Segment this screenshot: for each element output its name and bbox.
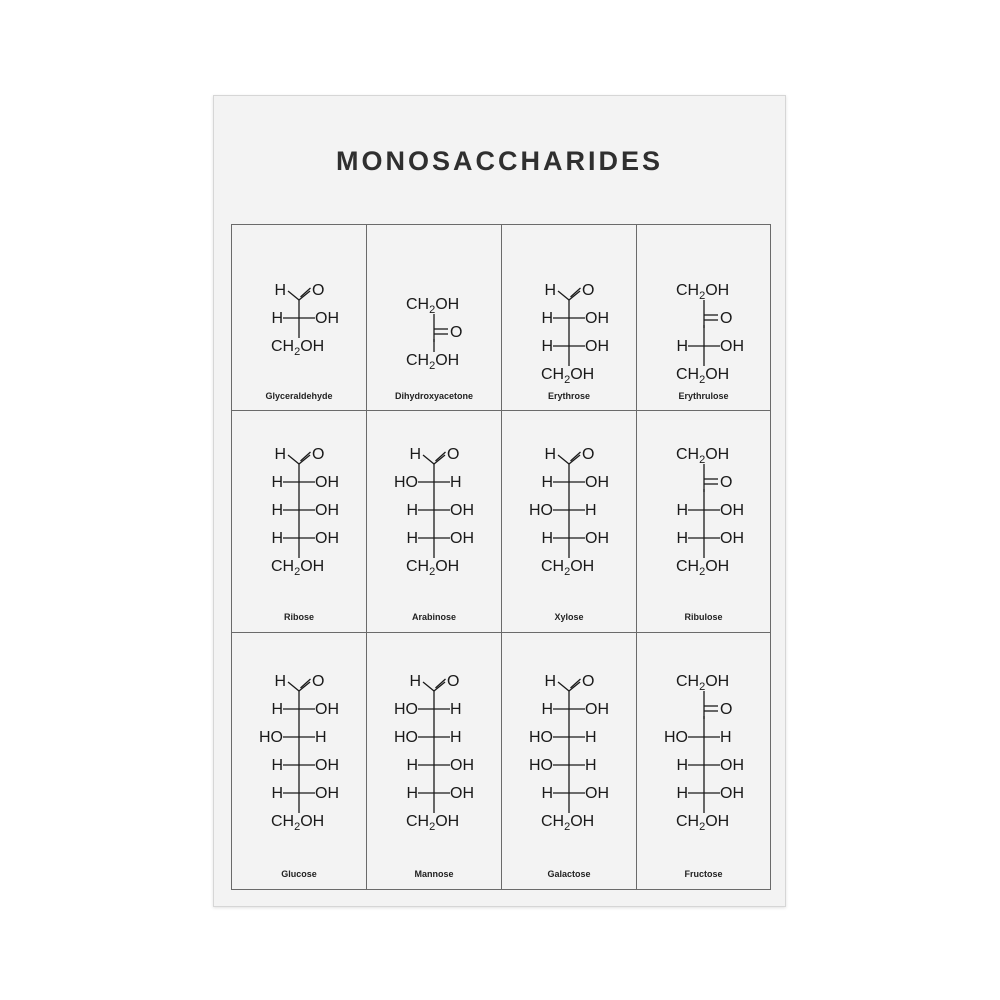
molecule-card	[636, 410, 771, 633]
substituent-right: OH	[315, 530, 339, 547]
substituent-left: HO	[529, 757, 553, 774]
ketone-o: O	[720, 701, 733, 718]
bottom-ch2oh: $CH_2OH$	[541, 558, 595, 578]
substituent-left: H	[271, 502, 283, 519]
molecule-card	[231, 224, 367, 411]
substituent-right: H	[450, 474, 462, 491]
molecule-grid	[231, 224, 771, 890]
substituent-left: HO	[529, 729, 553, 746]
molecule-name: Ribulose	[684, 612, 723, 622]
molecule-name: Dihydroxyacetone	[394, 391, 474, 401]
substituent-left: HO	[259, 729, 283, 746]
substituent-left: H	[271, 474, 283, 491]
substituent-right: OH	[450, 530, 474, 547]
molecule-card	[501, 632, 637, 890]
molecule-card	[366, 632, 502, 890]
aldehyde-o: O	[582, 282, 595, 299]
top-ch2oh: $CH_2OH$	[676, 282, 730, 302]
aldehyde-h: H	[274, 673, 286, 690]
molecule-name: Galactose	[547, 869, 591, 879]
fischer-projection	[637, 225, 770, 410]
substituent-left: H	[541, 474, 553, 491]
molecule-card	[636, 632, 771, 890]
substituent-right: OH	[315, 757, 339, 774]
substituent-left: H	[271, 757, 283, 774]
molecule-name: Xylose	[554, 612, 584, 622]
substituent-right: OH	[315, 701, 339, 718]
ketone-o: O	[720, 474, 733, 491]
fischer-projection	[232, 633, 366, 889]
bottom-ch2oh: $CH_2OH$	[541, 366, 595, 386]
ketone-o: O	[720, 310, 733, 327]
substituent-left: H	[676, 502, 688, 519]
aldehyde-o: O	[312, 282, 325, 299]
aldehyde-o: O	[447, 446, 460, 463]
top-ch2oh: $CH_2OH$	[406, 296, 460, 316]
substituent-left: H	[541, 701, 553, 718]
molecule-card	[366, 410, 502, 633]
bottom-ch2oh: $CH_2OH$	[271, 558, 325, 578]
molecule-card	[501, 410, 637, 633]
poster	[213, 95, 786, 907]
bottom-ch2oh: $CH_2OH$	[676, 813, 730, 833]
fischer-projection	[232, 225, 366, 410]
substituent-left: H	[676, 757, 688, 774]
aldehyde-h: H	[544, 446, 556, 463]
molecule-card	[636, 224, 771, 411]
molecule-card	[231, 632, 367, 890]
substituent-left: H	[271, 785, 283, 802]
molecule-name: Fructose	[684, 869, 723, 879]
aldehyde-h: H	[274, 446, 286, 463]
molecule-name: Arabinose	[411, 612, 456, 622]
fischer-projection	[367, 411, 501, 632]
substituent-left: H	[406, 757, 418, 774]
substituent-left: H	[676, 530, 688, 547]
substituent-right: OH	[585, 530, 609, 547]
substituent-right: OH	[315, 474, 339, 491]
substituent-right: H	[585, 502, 597, 519]
aldehyde-h: H	[544, 282, 556, 299]
substituent-right: OH	[720, 502, 744, 519]
substituent-right: H	[585, 757, 597, 774]
bottom-ch2oh: $CH_2OH$	[676, 558, 730, 578]
substituent-right: OH	[315, 310, 339, 327]
substituent-left: H	[406, 530, 418, 547]
substituent-left: H	[271, 701, 283, 718]
substituent-right: OH	[720, 338, 744, 355]
fischer-projection	[637, 411, 770, 632]
aldehyde-o: O	[447, 673, 460, 690]
substituent-left: H	[676, 338, 688, 355]
substituent-left: H	[271, 310, 283, 327]
substituent-left: HO	[394, 474, 418, 491]
substituent-right: H	[315, 729, 327, 746]
substituent-right: OH	[450, 502, 474, 519]
substituent-right: OH	[315, 785, 339, 802]
substituent-right: H	[585, 729, 597, 746]
bottom-ch2oh: $CH_2OH$	[676, 366, 730, 386]
aldehyde-h: H	[274, 282, 286, 299]
substituent-right: OH	[585, 785, 609, 802]
aldehyde-o: O	[582, 446, 595, 463]
substituent-left: H	[541, 530, 553, 547]
top-ch2oh: $CH_2OH$	[676, 673, 730, 693]
fischer-projection	[367, 633, 501, 889]
substituent-left: H	[406, 785, 418, 802]
fischer-projection	[367, 225, 501, 410]
fischer-projection	[502, 633, 636, 889]
bottom-ch2oh: $CH_2OH$	[406, 558, 460, 578]
fischer-projection	[502, 225, 636, 410]
fischer-projection	[637, 633, 770, 889]
substituent-right: H	[450, 701, 462, 718]
molecule-card	[366, 224, 502, 411]
substituent-right: OH	[585, 338, 609, 355]
molecule-name: Glucose	[281, 869, 317, 879]
substituent-right: H	[720, 729, 732, 746]
substituent-left: HO	[529, 502, 553, 519]
substituent-right: OH	[585, 701, 609, 718]
bottom-ch2oh: $CH_2OH$	[406, 352, 460, 372]
aldehyde-o: O	[582, 673, 595, 690]
substituent-right: OH	[720, 785, 744, 802]
molecule-name: Erythrose	[547, 391, 591, 401]
bottom-ch2oh: $CH_2OH$	[406, 813, 460, 833]
substituent-right: OH	[720, 757, 744, 774]
substituent-left: H	[541, 310, 553, 327]
bottom-ch2oh: $CH_2OH$	[541, 813, 595, 833]
substituent-left: HO	[394, 729, 418, 746]
substituent-left: H	[676, 785, 688, 802]
poster-title: MONOSACCHARIDES	[335, 146, 663, 176]
bottom-ch2oh: $CH_2OH$	[271, 338, 325, 358]
molecule-card	[231, 410, 367, 633]
substituent-right: OH	[585, 474, 609, 491]
substituent-right: OH	[450, 785, 474, 802]
ketone-o: O	[450, 324, 463, 341]
molecule-name: Mannose	[414, 869, 454, 879]
top-ch2oh: $CH_2OH$	[676, 446, 730, 466]
fischer-projection	[502, 411, 636, 632]
substituent-left: HO	[394, 701, 418, 718]
molecule-card	[501, 224, 637, 411]
substituent-right: OH	[315, 502, 339, 519]
substituent-left: H	[541, 785, 553, 802]
fischer-projection	[232, 411, 366, 632]
aldehyde-h: H	[409, 446, 421, 463]
substituent-right: OH	[720, 530, 744, 547]
aldehyde-h: H	[409, 673, 421, 690]
substituent-left: H	[406, 502, 418, 519]
bottom-ch2oh: $CH_2OH$	[271, 813, 325, 833]
molecule-name: Ribose	[283, 612, 314, 622]
aldehyde-o: O	[312, 446, 325, 463]
substituent-right: OH	[585, 310, 609, 327]
substituent-right: OH	[450, 757, 474, 774]
substituent-left: H	[541, 338, 553, 355]
substituent-right: H	[450, 729, 462, 746]
substituent-left: HO	[664, 729, 688, 746]
aldehyde-o: O	[312, 673, 325, 690]
molecule-name: Erythrulose	[678, 391, 729, 401]
aldehyde-h: H	[544, 673, 556, 690]
molecule-name: Glyceraldehyde	[265, 391, 333, 401]
substituent-left: H	[271, 530, 283, 547]
